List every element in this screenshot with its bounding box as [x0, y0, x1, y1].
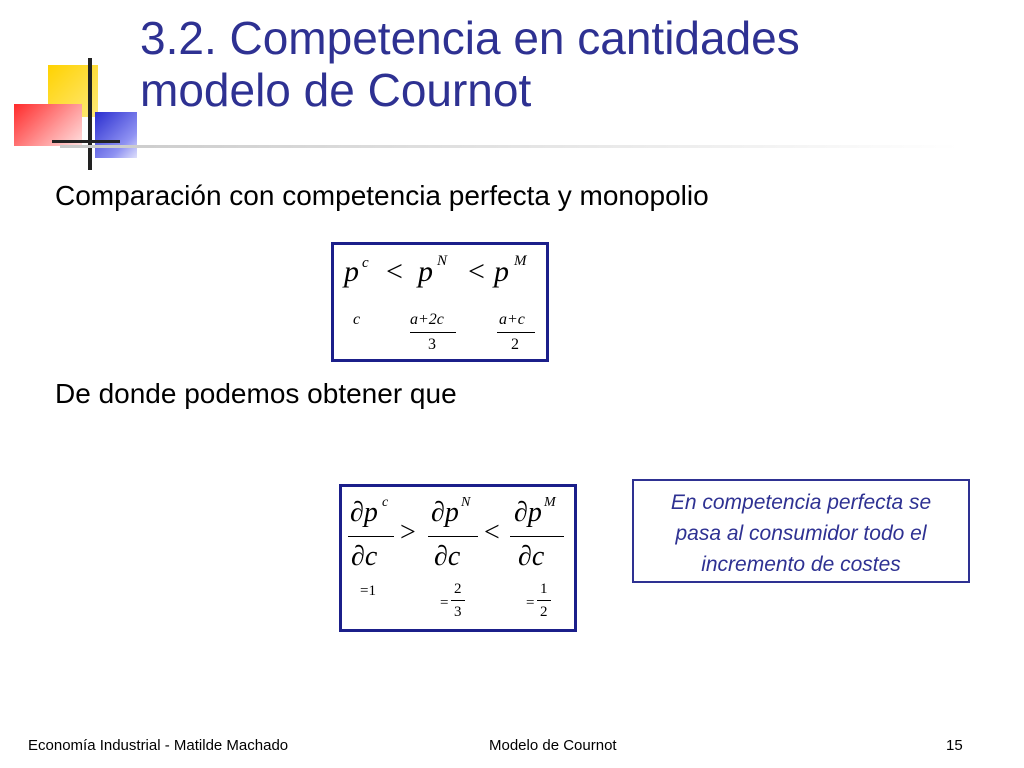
- frac-line-one-half: [537, 600, 551, 601]
- p-N: p: [418, 255, 433, 288]
- decorative-logo: [0, 0, 160, 175]
- sup-c: c: [362, 255, 369, 271]
- formula-price-comparison: [331, 242, 549, 362]
- footer-author: Economía Industrial - Matilde Machado: [28, 737, 289, 754]
- logo-horizontal-line: [52, 140, 120, 143]
- frac-line-M: [497, 332, 535, 333]
- p-M: p: [494, 255, 509, 288]
- formula-derivative-comparison: [339, 484, 577, 632]
- title-line-1: 3.2. Competencia en cantidades: [140, 12, 800, 64]
- sup-M: M: [514, 253, 527, 269]
- sup-dpc: c: [382, 495, 389, 510]
- logo-vertical-line: [88, 58, 92, 170]
- title-line-2: modelo de Cournot: [140, 64, 532, 116]
- less-than: <: [484, 517, 500, 548]
- num-M: a+c: [499, 311, 525, 328]
- equals-N: =: [440, 595, 449, 611]
- title-divider: [60, 145, 960, 148]
- footer-page-number: 15: [946, 737, 963, 754]
- sup-N: N: [437, 253, 448, 269]
- slide-title: [140, 12, 1020, 116]
- frac-line-dpN: [428, 536, 478, 537]
- frac-line-N: [410, 332, 456, 333]
- greater-than: >: [400, 517, 416, 548]
- num-one: 1: [540, 581, 548, 597]
- footer-topic: Modelo de Cournot: [489, 737, 617, 754]
- num-two: 2: [454, 581, 462, 597]
- den-N: 3: [428, 336, 436, 353]
- sup-dpM: M: [544, 495, 556, 510]
- num-dpc: ∂p: [350, 497, 378, 528]
- bullet-conclusion: De donde podemos obtener que: [55, 378, 457, 409]
- num-dpN: ∂p: [431, 497, 459, 528]
- value-one: =1: [360, 583, 376, 599]
- den-dc-3: ∂c: [518, 541, 545, 572]
- den-three: 3: [454, 604, 462, 620]
- p-c: p: [344, 255, 359, 288]
- frac-line-two-thirds: [451, 600, 465, 601]
- den-M: 2: [511, 336, 519, 353]
- den-dc-1: ∂c: [351, 541, 378, 572]
- num-dpM: ∂p: [514, 497, 542, 528]
- equals-M: =: [526, 595, 535, 611]
- den-two: 2: [540, 604, 548, 620]
- note-line-3: incremento de costes: [701, 553, 901, 576]
- frac-line-dpM: [510, 536, 564, 537]
- note-box: [632, 479, 970, 583]
- logo-blue-square: [95, 112, 137, 158]
- less-than-1: <: [386, 255, 403, 288]
- note-line-1: En competencia perfecta se: [670, 491, 932, 514]
- den-dc-2: ∂c: [434, 541, 461, 572]
- value-c: c: [353, 311, 361, 328]
- note-line-2: pasa al consumidor todo el: [675, 522, 927, 545]
- num-N: a+2c: [410, 311, 444, 328]
- sup-dpN: N: [461, 495, 471, 510]
- frac-line-dpc: [348, 536, 394, 537]
- less-than-2: <: [468, 255, 485, 288]
- bullet-comparison: Comparación con competencia perfecta y monopolio: [55, 180, 709, 211]
